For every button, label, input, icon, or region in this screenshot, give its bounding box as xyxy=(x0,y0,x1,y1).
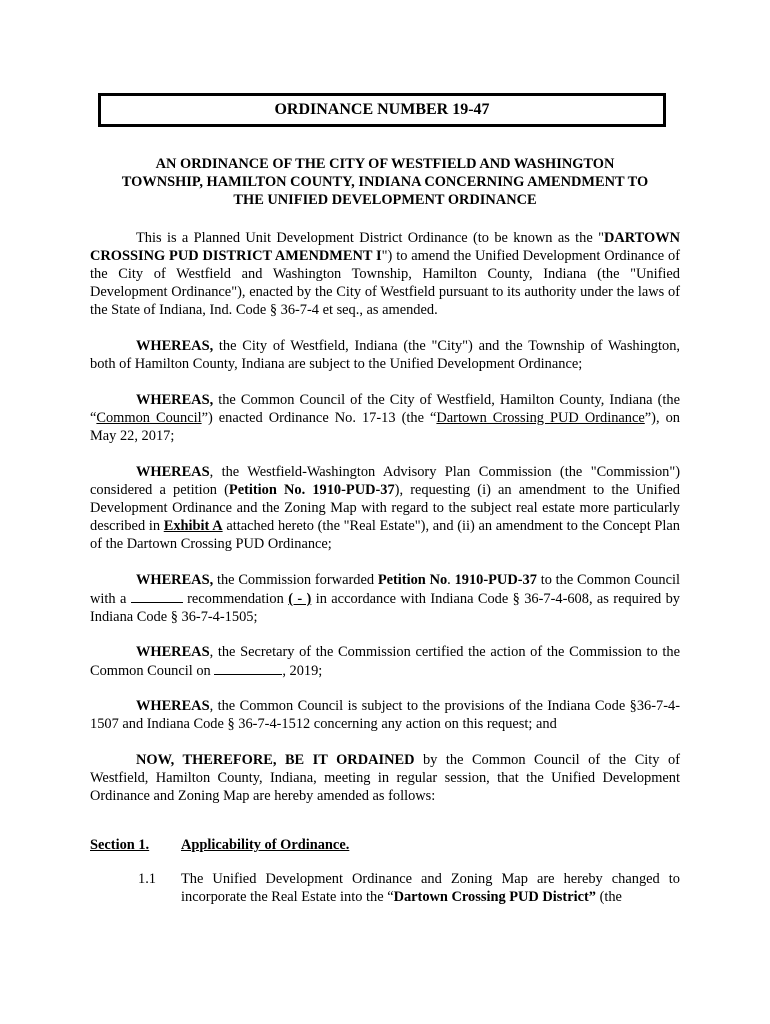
section-1-title: Applicability of Ordinance. xyxy=(181,837,350,853)
whereas-5-text-1: , the Secretary of the Commission certified the action of the Commission to the Common Council on xyxy=(90,644,680,679)
recommendation-vote: ( - ) xyxy=(288,591,312,607)
whereas-3-text-2: ), requesting (i) an amendment to the Unified Development Ordinance and the Zoning Map with regard to the subject real estate more particularly described in xyxy=(90,482,681,534)
whereas-4-text-1: the Commission forwarded xyxy=(213,572,378,588)
whereas-5-label: WHEREAS xyxy=(136,644,210,660)
whereas-4-text-5: in accordance with Indiana Code § 36-7-4-608, as required by Indiana Code § 36-7-4-1505; xyxy=(90,591,680,625)
subsection-1-1-number: 1.1 xyxy=(138,871,156,887)
exhibit-a-reference: Exhibit A xyxy=(163,518,223,534)
subsection-1-1-text xyxy=(181,870,680,906)
recommendation-blank xyxy=(131,589,183,603)
whereas-paragraph-5 xyxy=(90,643,680,680)
whereas-1-text: the City of Westfield, Indiana (the "City") and the Township of Washington, both of Hamilton County, Indiana are subject to the Unified Development Ordinance; xyxy=(90,338,680,372)
whereas-4-text-3: to the Common Council with a xyxy=(90,572,680,607)
whereas-paragraph-1 xyxy=(90,337,680,373)
district-name: Dartown Crossing PUD District” xyxy=(393,889,596,905)
whereas-4-text-4: recommendation xyxy=(182,591,289,607)
section-1-label: Section 1. xyxy=(90,837,150,853)
whereas-4-label: WHEREAS, xyxy=(136,572,214,588)
petition-number-2: 1910-PUD-37 xyxy=(454,572,537,588)
whereas-paragraph-4 xyxy=(90,571,680,626)
petition-number: Petition No. 1910-PUD-37 xyxy=(228,482,395,498)
whereas-2-text-1: the Common Council of the City of Westfield, Hamilton County, Indiana (the “ xyxy=(90,392,680,426)
whereas-4-text-2: . xyxy=(447,572,455,588)
now-therefore-text: by the Common Council of the City of Westfield, Hamilton County, Indiana, meeting in regular session, that the Unified Development Ordinance and Zoning Map are hereby amended as follows: xyxy=(90,752,680,804)
whereas-2-text-3: ”), on May 22, 2017; xyxy=(90,410,680,444)
ordinance-heading xyxy=(90,155,680,209)
ordained-clause: NOW, THEREFORE, BE IT ORDAINED xyxy=(136,752,415,768)
whereas-3-text-3: attached hereto (the "Real Estate"), and (ii) an amendment to the Concept Plan of the Dartown Crossing PUD Ordinance; xyxy=(90,518,680,552)
whereas-6-text: , the Common Council is subject to the provisions of the Indiana Code §36-7-4-1507 and Indiana Code § 36-7-4-1512 concerning any action on this request; and xyxy=(90,698,680,732)
heading-line-1: AN ORDINANCE OF THE CITY OF WESTFIELD AND WASHINGTON xyxy=(155,156,615,172)
pud-ordinance-term: Dartown Crossing PUD Ordinance xyxy=(436,410,645,426)
date-blank xyxy=(214,661,282,675)
whereas-3-label: WHEREAS xyxy=(136,464,210,480)
ordinance-title-box xyxy=(98,93,666,127)
whereas-3-text-1: , the Westfield-Washington Advisory Plan Commission (the "Commission") considered a petition ( xyxy=(90,464,680,498)
now-therefore-paragraph xyxy=(90,751,680,805)
common-council-term: Common Council xyxy=(96,410,202,426)
intro-text-1: This is a Planned Unit Development District Ordinance (to be known as the " xyxy=(136,230,604,246)
heading-line-2: TOWNSHIP, HAMILTON COUNTY, INDIANA CONCERNING AMENDMENT TO xyxy=(121,174,649,190)
whereas-paragraph-2 xyxy=(90,391,680,445)
whereas-1-label: WHEREAS, xyxy=(136,338,214,354)
intro-paragraph xyxy=(90,229,680,319)
subsection-1-1-text-2: (the xyxy=(595,889,622,905)
ordinance-title: ORDINANCE NUMBER 19-47 xyxy=(274,101,490,118)
whereas-6-label: WHEREAS xyxy=(136,698,210,714)
whereas-2-label: WHEREAS, xyxy=(136,392,214,408)
intro-pud-name: DARTOWN CROSSING PUD DISTRICT AMENDMENT I xyxy=(90,230,680,264)
whereas-paragraph-3 xyxy=(90,463,680,553)
intro-text-2: ") to amend the Unified Development Ordinance of the City of Westfield and Washington Township, Hamilton County, Indiana (the "Unified Development Ordinance"), enacted by the City of Westfield pursuant to its authority under the laws of the State of Indiana, Ind. Code § 36-7-4 et seq., as amended. xyxy=(90,248,681,318)
petition-no-label: Petition No xyxy=(377,572,448,588)
subsection-1-1-text-1: The Unified Development Ordinance and Zoning Map are hereby changed to incorporate the Real Estate into the “ xyxy=(181,871,680,905)
whereas-2-text-2: ”) enacted Ordinance No. 17-13 (the “ xyxy=(201,410,437,426)
whereas-5-text-2: , 2019; xyxy=(282,663,323,679)
whereas-paragraph-6 xyxy=(90,697,680,733)
heading-line-3: THE UNIFIED DEVELOPMENT ORDINANCE xyxy=(233,192,537,208)
